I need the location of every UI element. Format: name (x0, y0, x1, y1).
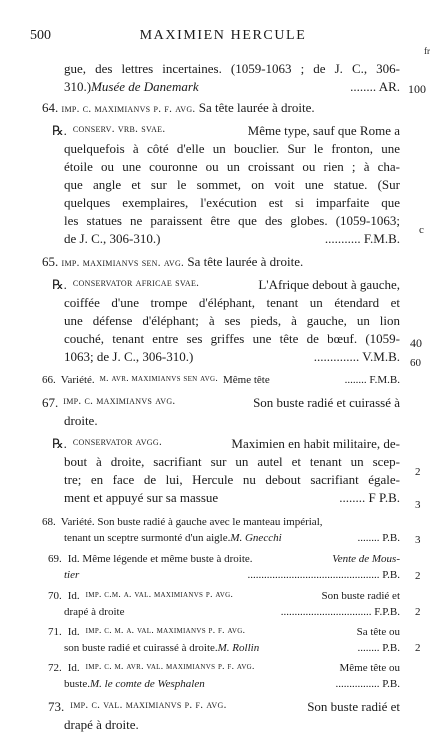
entry-70-line: 70. Id. imp. c.m. a. val. maximianvs p. avg. Son buste radié et (48, 590, 400, 602)
entry-73-line: drapé à droite. (64, 717, 139, 732)
entry-number: 69. (48, 553, 62, 565)
entry-71-line: 71. Id. imp. c. m. a. val. maximianvs p. f. avg. Sa tête ou (48, 626, 400, 638)
entry-67-line: droite. (64, 413, 98, 428)
entry-68-line: 68. Variété. Son buste radié à gauche avec le manteau impérial, (42, 516, 323, 528)
entry-70-line: drapé à droite ................................. F.P.B. (64, 606, 400, 618)
obverse-legend: imp. c. maximianvs avg. (63, 395, 176, 407)
page-number: 500 (30, 28, 51, 43)
obverse-legend: imp. c. maximianvs p. f. avg. (61, 103, 196, 115)
reverse-legend: conserv. vrb. svae. (72, 123, 166, 135)
margin-mark-value: c (419, 224, 424, 236)
entry-69-line: tier ................................................ P.B. (64, 569, 400, 581)
entry-67-line: ment et appuyé sur sa massue ........ F P.B. (64, 490, 400, 505)
margin-mark-value: 40 (410, 336, 422, 350)
entry-65-line: 1063; de J. C., 306-310.) .............. V.M.B. (64, 349, 400, 364)
entry-number: 66. (42, 374, 56, 386)
margin-mark-value: 3 (415, 499, 421, 511)
margin-mark-value: 2 (415, 466, 421, 478)
entry-continuation-line: gue, des lettres incertaines. (1059-1063 ; de J. C., 306- (64, 61, 400, 76)
entry-64-line: que angle et sur le sommet, on voit une statue. (Sur (64, 177, 400, 192)
obverse-legend: imp. c. m. avr. val. maximianvs p. f. avg. (85, 662, 255, 672)
collection-name: M. Rollin (217, 642, 260, 654)
collection-name: M. Gnecchi (230, 532, 282, 544)
entry-68-line: tenant un sceptre surmonté d'un aigle. M. Gnecchi ........ P.B. (64, 532, 400, 544)
entry-64-line: étoile ou une couronne ou un croissant ou rien ; à cha- (64, 159, 400, 174)
entry-67-obverse: 67. imp. c. maximianvs avg. Son buste radié et cuirassé à (42, 395, 400, 410)
entry-64-line: de J. C., 306-310.) ........... F.M.B. (64, 231, 400, 246)
entry-65-line: une défense d'éléphant; à ses pieds, à gauche, un lion (64, 313, 400, 328)
reverse-mark: ℞. (52, 123, 67, 138)
entry-71-line: son buste radié et cuirassé à droite. M. Rollin ........ P.B. (64, 642, 400, 654)
entry-66: 66. Variété. m. avr. maximianvs sen avg. Même tête ........ F.M.B. (42, 374, 400, 386)
entry-continuation-line: 310.) Musée de Danemark ........ AR. (64, 79, 400, 94)
entry-64-line: quelquefois à côté d'elle un bouclier. Sur le fronton, une (64, 141, 400, 156)
obverse-description: Sa tête laurée à droite. (198, 100, 315, 115)
collection-name: M. le comte de Wesphalen (89, 678, 205, 690)
entry-number: 73. (48, 699, 65, 714)
museum-name: Musée de Danemark (91, 79, 199, 94)
entry-67-line: tre; en face de lui, Hercule nu debout sacrifiant égale- (64, 472, 400, 487)
entry-65-line: coiffée d'une trompe d'éléphant, tenant un étendard et (64, 295, 400, 310)
obverse-legend: imp. c. m. a. val. maximianvs p. f. avg. (85, 626, 246, 636)
entry-65-reverse-line: ℞. conservator africae svae. L'Afrique debout à gauche, (52, 277, 400, 292)
entry-number: 70. (48, 590, 62, 602)
entry-65-obverse (42, 254, 400, 270)
obverse-legend: m. avr. maximianvs sen avg. (99, 374, 218, 384)
entry-64-reverse-line: ℞. conserv. vrb. svae. Même type, sauf que Rome a (52, 123, 400, 138)
reverse-mark: ℞. (52, 277, 67, 292)
margin-mark-value: 2 (415, 570, 421, 582)
entry-65-line: couché, tenant entre ses griffes une tête de bœuf. (1059- (64, 331, 400, 346)
entry-73-line: 73. imp. c. val. maximianvs p. f. avg. Son buste radié et (48, 699, 400, 714)
entry-number: 65. (42, 254, 59, 269)
margin-mark-value: 2 (415, 606, 421, 618)
margin-mark-value: 100 (408, 82, 426, 96)
entry-number: 71. (48, 626, 62, 638)
margin-mark-value: 2 (415, 642, 421, 654)
entry-72-line: buste. M. le comte de Wesphalen ................ P.B. (64, 678, 400, 690)
margin-mark-top: fr (424, 46, 430, 56)
obverse-description: Sa tête laurée à droite. (187, 254, 304, 269)
entry-number: 72. (48, 662, 62, 674)
entry-64-line: les statues ne paraissent être que des globes. (1059-1063; (64, 213, 400, 228)
entry-72-line: 72. Id. imp. c. m. avr. val. maximianvs p. f. avg. Même tête ou (48, 662, 400, 674)
reverse-legend: conservator africae svae. (72, 277, 200, 289)
entry-number: 67. (42, 395, 59, 410)
entry-67-line: bout à droite, sacrifiant sur un autel et tenant un scep- (64, 454, 400, 469)
obverse-legend: imp. c. val. maximianvs p. f. avg. (70, 699, 227, 711)
entry-64-obverse (42, 100, 400, 116)
margin-mark-value: 60 (410, 357, 421, 369)
margin-mark-value: 3 (415, 534, 421, 546)
entry-number: 68. (42, 516, 56, 528)
running-title: MAXIMIEN HERCULE (139, 28, 307, 43)
reverse-legend: conservator avgg. (72, 436, 163, 448)
entry-69-line: 69. Id. Même légende et même buste à droite. Vente de Mous- (48, 553, 400, 565)
entry-number: 64. (42, 100, 59, 115)
reverse-mark: ℞. (52, 436, 67, 451)
obverse-legend: imp. c.m. a. val. maximianvs p. avg. (85, 590, 234, 600)
entry-67-reverse-line: ℞. conservator avgg. Maximien en habit militaire, de- (52, 436, 400, 451)
obverse-legend: imp. maximianvs sen. avg. (61, 257, 185, 269)
entry-64-line: quelques exemplaires, l'exécution est si imparfaite que (64, 195, 400, 210)
